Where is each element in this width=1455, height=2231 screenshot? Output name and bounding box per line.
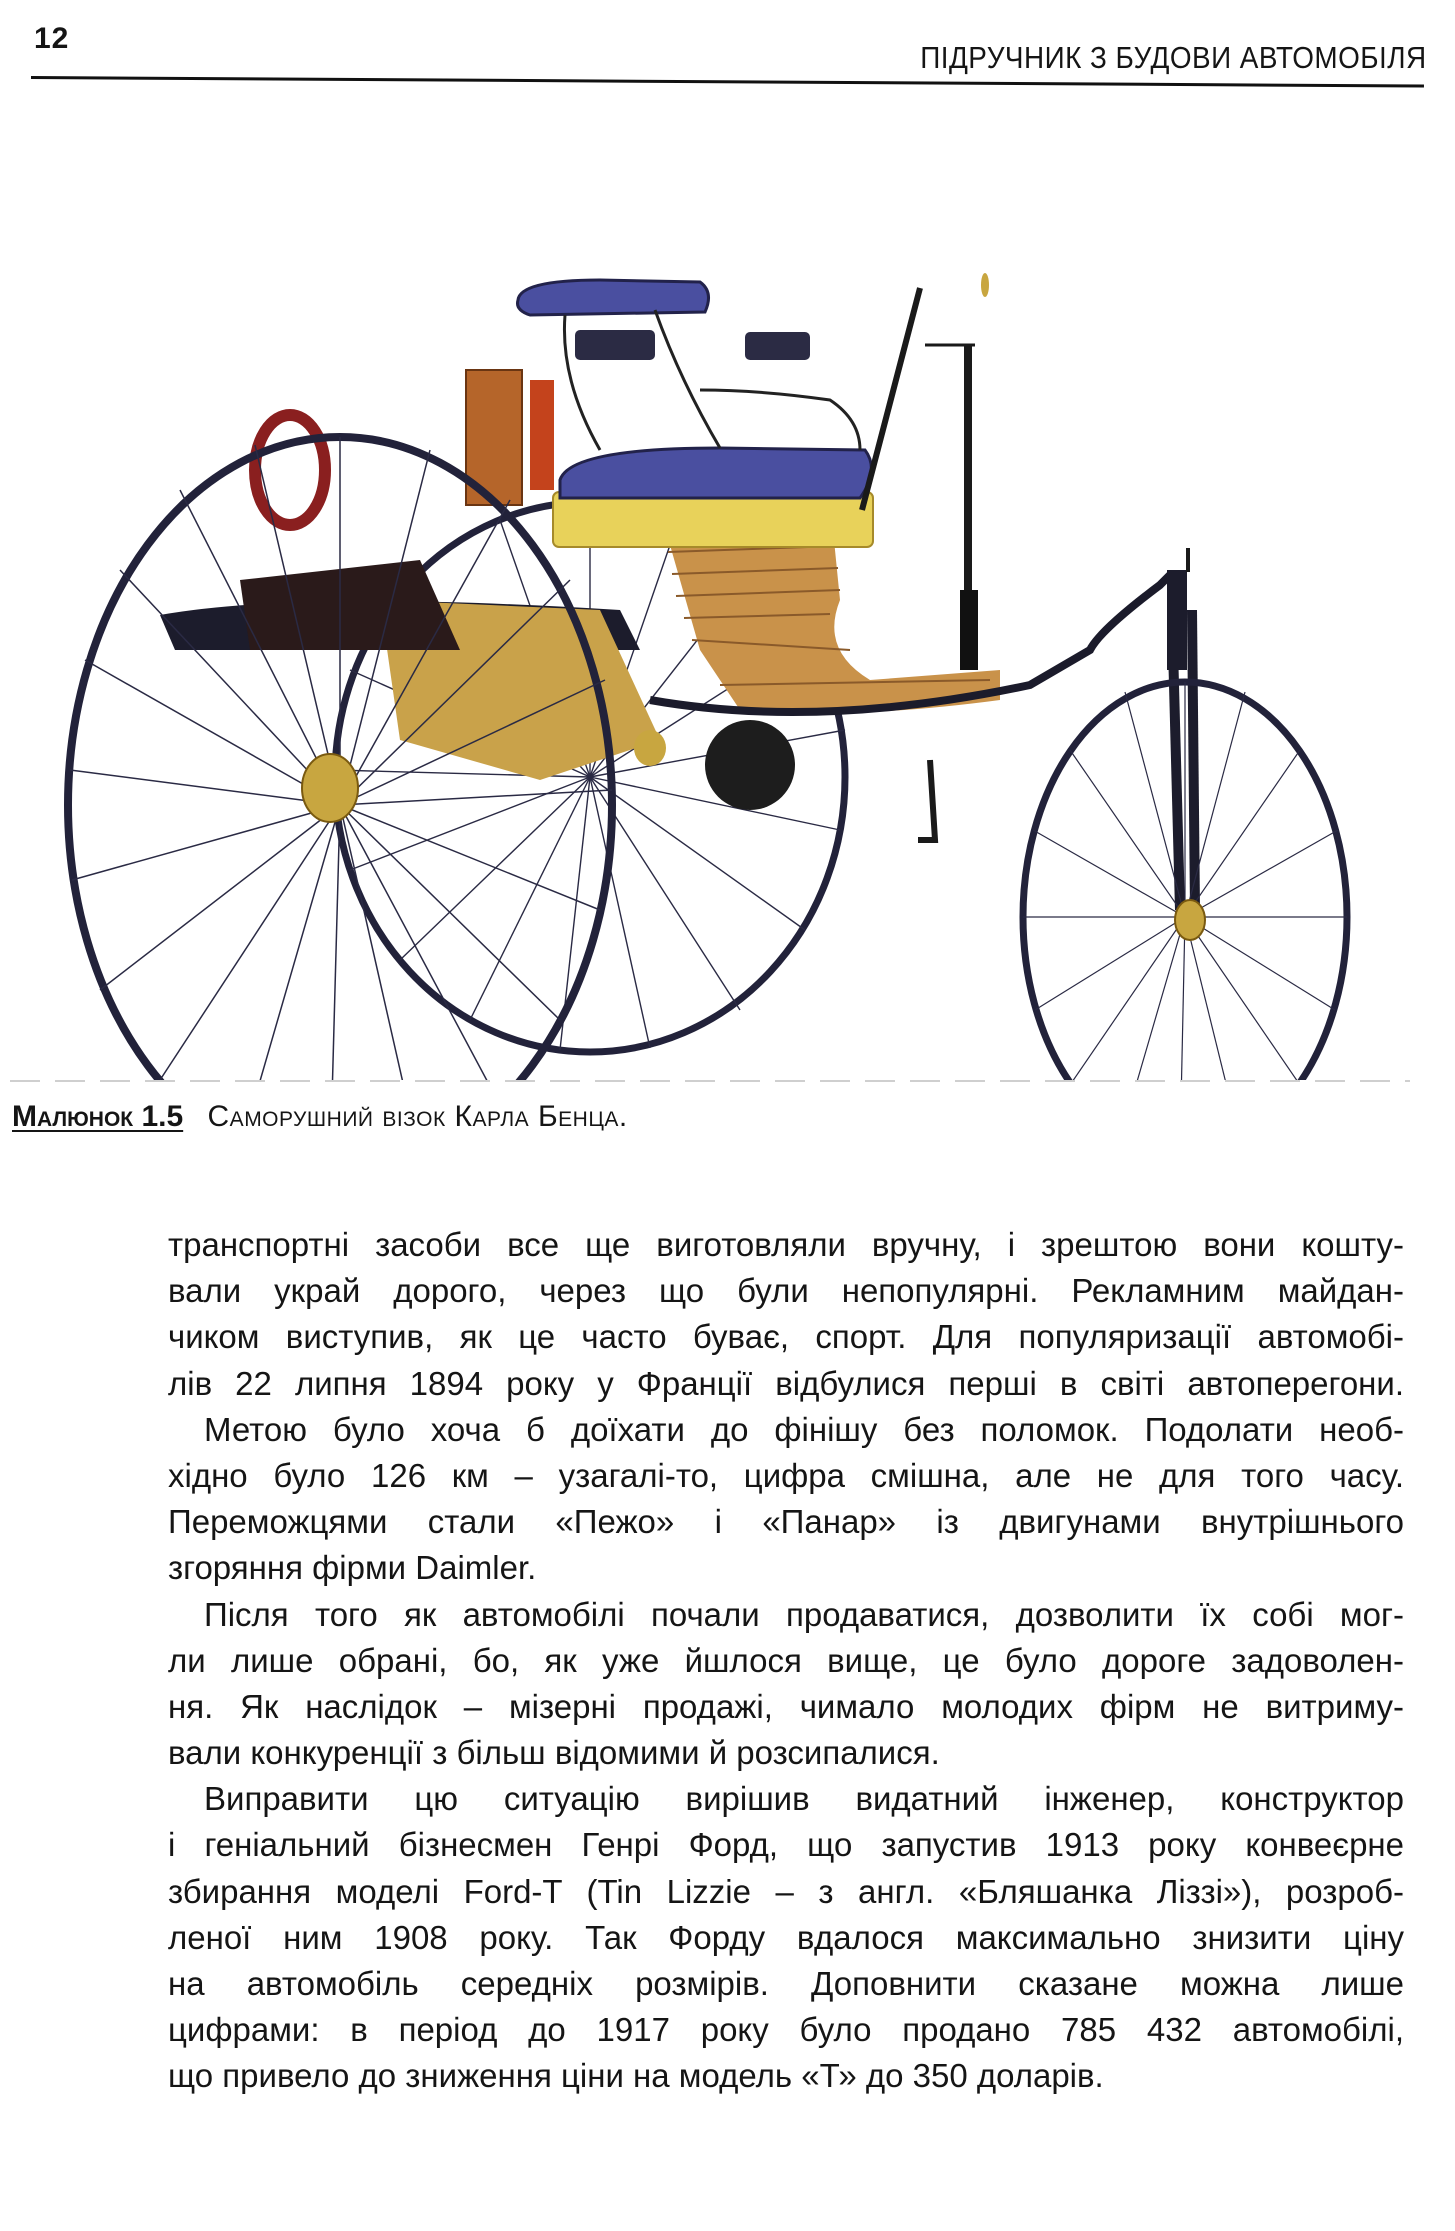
text-line: лів 22 липня 1894 року у Франції відбулися перші в світі автоперегони.	[168, 1364, 1404, 1402]
seat-base	[553, 492, 873, 547]
brake-lever	[862, 288, 920, 510]
text-line: хідно було 126 км – узагалі-то, цифра смішна, але не для того часу.	[168, 1456, 1404, 1494]
flywheel	[255, 415, 325, 525]
caption-text: Саморушний візок Карла Бенца.	[207, 1100, 628, 1133]
seat-cushion	[560, 448, 871, 498]
text-line: Після того як автомобілі почали продаватися, дозволити їх собі мог-	[204, 1595, 1404, 1633]
body-text	[168, 1222, 1404, 2100]
header-rule	[31, 76, 1424, 88]
figure-caption	[12, 1100, 628, 1134]
text-line: цифрами: в період до 1917 року було продано 785 432 автомобілі,	[168, 2011, 1404, 2049]
benz-tricycle-illustration	[0, 180, 1455, 1080]
text-line: чиком виступив, як це часто буває, спорт. Для популяризації автомобі-	[168, 1318, 1404, 1356]
page-number: 12	[34, 22, 70, 55]
text-line: Метою було хоча б доїхати до фінішу без поломок. Подолати необ-	[204, 1410, 1404, 1448]
front-wheel	[1023, 682, 1347, 1080]
text-line: вали конкуренції з більш відомими й розсипалися.	[168, 1734, 940, 1772]
caption-label: Малюнок 1.5	[12, 1100, 184, 1133]
text-line: Переможцями стали «Пежо» і «Панар» із двигунами внутрішнього	[168, 1503, 1404, 1541]
text-line: що привело до зниження ціни на модель «Т» до 350 доларів.	[168, 2057, 1104, 2095]
rear-hub	[302, 754, 358, 822]
figure-benz-motorwagen	[0, 180, 1455, 1080]
text-line: ня. Як наслідок – мізерні продажі, чимало молодих фірм не витриму-	[168, 1687, 1404, 1725]
text-line: на автомобіль середніх розмірів. Доповнити сказане можна лише	[168, 1965, 1404, 2002]
running-head: ПІДРУЧНИК З БУДОВИ АВТОМОБІЛЯ	[920, 40, 1427, 75]
front-hub	[1175, 900, 1205, 940]
text-line: Виправити цю ситуацію вирішив видатний інженер, конструктор	[204, 1780, 1404, 1818]
text-line: леної ним 1908 року. Так Форду вдалося максимально знизити ціну	[168, 1918, 1404, 1956]
text-line: і геніальний бізнесмен Генрі Форд, що запустив 1913 року конвеєрне	[168, 1826, 1404, 1864]
text-line: згоряння фірми Daimler.	[168, 1549, 537, 1587]
text-line: транспортні засоби все ще виготовляли вручну, і зрештою вони кошту-	[168, 1226, 1404, 1263]
text-line: вали украй дорого, через що були непопулярні. Рекламним майдан-	[168, 1272, 1404, 1310]
seat-backrest	[518, 280, 709, 315]
text-line: збирання моделі Ford-T (Tin Lizzie – з англ. «Бляшанка Ліззі»), розроб-	[168, 1872, 1404, 1910]
text-line: ли лише обрані, бо, як уже йшлося вище, це було дороге задоволен-	[168, 1641, 1404, 1679]
figure-edge	[10, 1080, 1410, 1082]
